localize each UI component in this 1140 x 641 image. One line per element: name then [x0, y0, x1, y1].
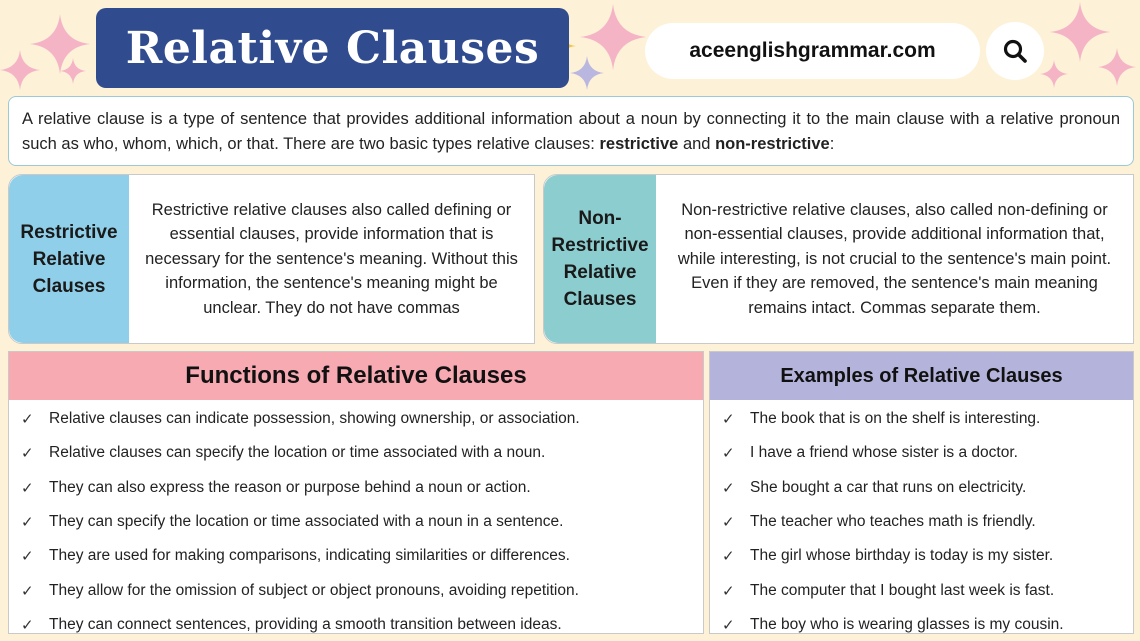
check-icon: ✓: [21, 616, 34, 634]
check-icon: ✓: [21, 445, 34, 463]
list-item-text: They can specify the location or time associated with a noun in a sentence.: [49, 513, 564, 531]
list-item-text: They are used for making comparisons, indicating similarities or differences.: [49, 547, 570, 565]
list-item: [722, 436, 1133, 470]
check-icon: ✓: [722, 548, 735, 566]
list-item: [21, 436, 703, 470]
title-banner: [96, 8, 569, 88]
list-item: [722, 608, 1133, 641]
list-item: [21, 505, 703, 539]
list-item: [722, 402, 1133, 436]
check-icon: ✓: [21, 479, 34, 497]
sparkle-icon: [570, 56, 604, 90]
list-item-text: The computer that I bought last week is fast.: [750, 581, 1055, 599]
search-icon: [1002, 38, 1028, 64]
functions-heading: [9, 352, 703, 400]
list-item: [722, 505, 1133, 539]
functions-panel: [8, 351, 704, 634]
check-icon: ✓: [21, 548, 34, 566]
list-item: [21, 471, 703, 505]
restrictive-card: [8, 174, 535, 344]
intro-paragraph: [8, 96, 1134, 166]
list-item-text: They can also express the reason or purpose behind a noun or action.: [49, 478, 531, 496]
examples-title: Examples of Relative Clauses: [780, 364, 1063, 387]
intro-text: A relative clause is a type of sentence that provides additional information about a noun by connecting it to the main clause with a relative pronoun such as who, whom, which, or that. There are two basic types relative clauses:: [22, 110, 1120, 153]
check-icon: ✓: [21, 411, 34, 429]
functions-list: [9, 400, 703, 641]
check-icon: ✓: [21, 582, 34, 600]
non-restrictive-card: [543, 174, 1134, 344]
restrictive-description: Restrictive relative clauses also called defining or essential clauses, provide information that is necessary for the sentence's meaning. Without this information, the sentence's meaning might be unclear. They do not have commas: [145, 200, 518, 317]
list-item-text: They can connect sentences, providing a smooth transition between ideas.: [49, 615, 562, 633]
list-item-text: The boy who is wearing glasses is my cousin.: [750, 615, 1064, 633]
list-item-text: The girl whose birthday is today is my sister.: [750, 547, 1054, 565]
intro-end: :: [829, 135, 835, 153]
list-item: [722, 539, 1133, 573]
sparkle-icon: [0, 50, 40, 90]
search-button[interactable]: [986, 22, 1044, 80]
list-item-text: Relative clauses can indicate possession, showing ownership, or association.: [49, 410, 580, 428]
list-item-text: Relative clauses can specify the location or time associated with a noun.: [49, 444, 546, 462]
list-item-text: The teacher who teaches math is friendly.: [750, 513, 1036, 531]
examples-list: [710, 400, 1133, 641]
restrictive-label: Restrictive Relative Clauses: [9, 175, 129, 343]
functions-title: Functions of Relative Clauses: [185, 362, 527, 389]
site-url: aceenglishgrammar.com: [689, 39, 936, 62]
list-item: [722, 573, 1133, 607]
site-url-pill[interactable]: [645, 23, 980, 79]
intro-bold-non-restrictive: non-restrictive: [715, 135, 830, 153]
intro-bold-restrictive: restrictive: [599, 135, 679, 153]
list-item-text: She bought a car that runs on electricity.: [750, 478, 1027, 496]
examples-panel: [709, 351, 1134, 634]
list-item-text: The book that is on the shelf is interesting.: [750, 410, 1041, 428]
intro-and: and: [678, 135, 716, 153]
sparkle-icon: [1040, 60, 1068, 88]
check-icon: ✓: [722, 445, 735, 463]
list-item: [722, 471, 1133, 505]
non-restrictive-label: Non-Restrictive Relative Clauses: [544, 175, 656, 343]
check-icon: ✓: [722, 411, 735, 429]
list-item: [21, 608, 703, 641]
sparkle-icon: [1098, 48, 1136, 86]
list-item: [21, 573, 703, 607]
check-icon: ✓: [722, 514, 735, 532]
check-icon: ✓: [21, 514, 34, 532]
examples-heading: [710, 352, 1133, 400]
list-item: [21, 402, 703, 436]
sparkle-icon: [60, 58, 86, 84]
check-icon: ✓: [722, 582, 735, 600]
check-icon: ✓: [722, 479, 735, 497]
page-title: Relative Clauses: [125, 22, 540, 74]
non-restrictive-description: Non-restrictive relative clauses, also called non-defining or non-essential clauses, provide additional information that, while interesting, is not crucial to the sentence's main point. Even if they are removed, the sentence's main meaning remains intact. Commas separate them.: [677, 200, 1112, 317]
check-icon: ✓: [722, 616, 735, 634]
list-item: [21, 539, 703, 573]
list-item-text: They allow for the omission of subject or object pronouns, avoiding repetition.: [49, 581, 579, 599]
list-item-text: I have a friend whose sister is a doctor.: [750, 444, 1018, 462]
